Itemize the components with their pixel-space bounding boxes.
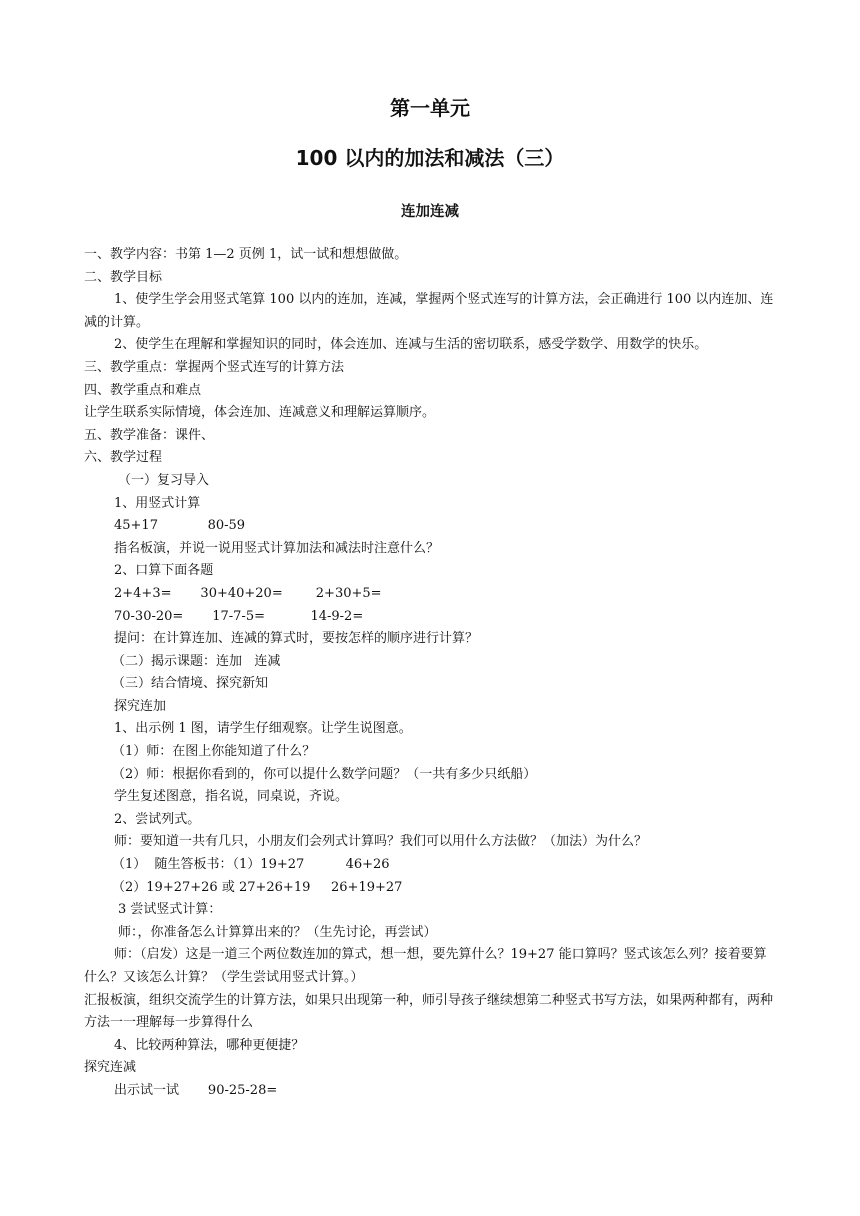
content-line: 师：，你准备怎么计算算出来的？（生先讨论，再尝试） (118, 924, 437, 940)
content-line: 让学生联系实际情境，体会连加、连减意义和理解运算顺序。 (84, 405, 436, 421)
content-line: （2）师：根据你看到的，你可以提什么数学问题？（一共有多少只纸船） (112, 766, 537, 782)
content-line: （二）揭示课题：连加 连减 (112, 653, 281, 669)
content-line: 探究连减 (84, 1060, 137, 1076)
content-line: 五、教学准备：课件、 (84, 427, 215, 443)
content-line: 四、教学重点和难点 (84, 382, 202, 398)
content-line: （三）结合情境、探究新知 (112, 676, 269, 692)
content-line: 二、教学目标 (84, 269, 163, 285)
content-line: 一、教学内容：书第 1—2 页例 1，试一试和想想做做。 (84, 247, 408, 262)
content-line: 三、教学重点：掌握两个竖式连写的计算方法 (84, 359, 345, 375)
content-line: 45+17 80-59 (114, 518, 246, 534)
content-line: 2、口算下面各题 (114, 563, 214, 579)
content-line: 出示试一试 90-25-28= (114, 1082, 278, 1098)
content-line: 1、用竖式计算 (114, 495, 201, 511)
content-line: 师：要知道一共有几只，小朋友们会列式计算吗？我们可以用什么方法做？（加法）为什么？ (114, 834, 648, 850)
content-line: （一）复习导入 (118, 472, 210, 488)
unit-heading: 第一单元 (390, 96, 470, 120)
content-line: 六、教学过程 (84, 450, 163, 466)
content-line: 2、使学生在理解和掌握知识的同时，体会连加、连减与生活的密切联系，感受学数学、用数学的快乐。 (114, 337, 708, 353)
content-line: 指名板演，并说一说用竖式计算加法和减法时注意什么？ (114, 540, 440, 556)
document-body (84, 244, 776, 1103)
content-line: （1） 随生答板书：（1）19+27 46+26 (112, 857, 390, 873)
content-line: 1、使学生学会用竖式笔算 100 以内的连加，连减，掌握两个竖式连写的计算方法，会正确进行 100 以内连加、连减的计算。 (84, 292, 774, 330)
content-line: （1）师：在图上你能知道了什么？ (112, 744, 316, 760)
content-line: 探究连加 (114, 698, 167, 714)
content-line: 2、尝试列式。 (114, 811, 201, 827)
content-line: 学生复述图意，指名说，同桌说，齐说。 (114, 789, 349, 805)
lesson-subtitle: 连加连减 (401, 204, 459, 220)
content-line: 4、比较两种算法，哪种更便捷？ (114, 1037, 305, 1053)
content-line: 3 尝试竖式计算： (118, 902, 222, 918)
content-line: 师：（启发）这是一道三个两位数连加的算式，想一想，要先算什么？19+27 能口算吗？竖式该怎么列？接着要算什么？又该怎么计算？（学生尝试用竖式计算。） (84, 947, 767, 985)
content-line: 汇报板演，组织交流学生的计算方法，如果只出现第一种，师引导孩子继续想第二种竖式书写方法，如果两种都有，两种方法一一理解每一步算得什么 (84, 992, 774, 1031)
content-line: 1、出示例 1 图，请学生仔细观察。让学生说图意。 (114, 721, 412, 737)
lesson-title: 100 以内的加法和减法（三） (295, 146, 565, 170)
content-line: （2）19+27+26 或 27+26+19 26+19+27 (112, 879, 403, 895)
content-line: 70-30-20= 17-7-5= 14-9-2= (114, 608, 364, 624)
content-line: 2+4+3= 30+40+20= 2+30+5= (114, 585, 382, 601)
content-line: 提问：在计算连加、连减的算式时，要按怎样的顺序进行计算？ (114, 631, 479, 647)
